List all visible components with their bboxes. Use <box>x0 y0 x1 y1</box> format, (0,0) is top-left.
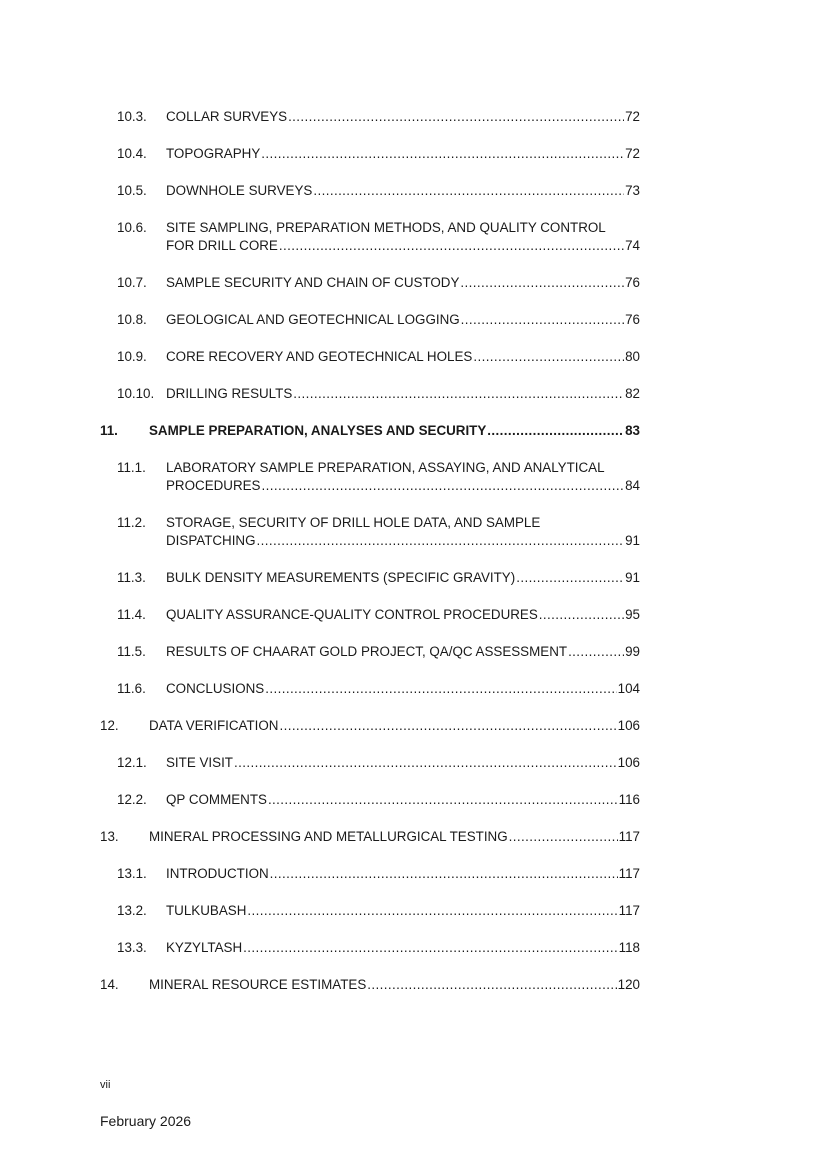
toc-entry-number: 10.9. <box>117 349 147 364</box>
toc-entry-page: 72 <box>625 109 640 124</box>
dot-leader <box>268 791 618 809</box>
dot-leader <box>367 976 616 994</box>
toc-entry-title: MINERAL PROCESSING AND METALLURGICAL TESTING <box>149 829 508 844</box>
toc-entry[interactable] <box>100 145 640 163</box>
toc-entry-page: 82 <box>625 386 640 401</box>
toc-entry[interactable] <box>100 791 640 809</box>
toc-entry-page: 83 <box>625 423 640 438</box>
dot-leader <box>261 145 624 163</box>
toc-entry-number: 13.1. <box>117 866 147 881</box>
toc-entry[interactable] <box>100 606 640 624</box>
toc-entry-number: 10.4. <box>117 146 147 161</box>
toc-entry-page: 117 <box>618 829 640 844</box>
toc-entry-title: CORE RECOVERY AND GEOTECHNICAL HOLES <box>166 349 473 364</box>
toc-entry-page: 117 <box>618 903 640 918</box>
dot-leader <box>262 477 625 495</box>
toc-entry-number: 10.7. <box>117 275 147 290</box>
toc-entry-page: 120 <box>617 977 640 992</box>
toc-entry[interactable] <box>100 939 640 957</box>
toc-entry[interactable] <box>100 182 640 200</box>
dot-leader <box>247 902 617 920</box>
toc-entry-title: QP COMMENTS <box>166 792 267 807</box>
toc-entry-number: 13.2. <box>117 903 147 918</box>
toc-entry-title: DISPATCHING <box>166 533 256 548</box>
toc-entry-number: 11.3. <box>117 570 146 585</box>
toc-entry[interactable] <box>100 680 640 698</box>
toc-entry-page: 106 <box>617 755 640 770</box>
toc-entry[interactable] <box>100 865 640 883</box>
toc-entry-page: 72 <box>625 146 640 161</box>
toc-entry-title: SAMPLE PREPARATION, ANALYSES AND SECURITY <box>149 423 487 438</box>
toc-entry[interactable] <box>100 311 640 329</box>
page-number: vii <box>100 1079 111 1091</box>
toc-entry[interactable] <box>100 385 640 403</box>
toc-entry-page: 99 <box>625 644 640 659</box>
toc-entry-title: TULKUBASH <box>166 903 247 918</box>
dot-leader <box>288 108 624 126</box>
toc-entry[interactable] <box>100 828 640 846</box>
dot-leader <box>279 717 616 735</box>
toc-entry[interactable] <box>100 643 640 661</box>
toc-entry[interactable] <box>100 459 640 495</box>
toc-entry-title: SITE VISIT <box>166 755 233 770</box>
toc-entry-title: GEOLOGICAL AND GEOTECHNICAL LOGGING <box>166 312 460 327</box>
toc-entry-title: QUALITY ASSURANCE-QUALITY CONTROL PROCEDURES <box>166 607 538 622</box>
dot-leader <box>279 237 624 255</box>
toc-entry-number: 12.2. <box>117 792 147 807</box>
toc-entry[interactable] <box>100 108 640 126</box>
toc-entry-number: 11.2. <box>117 515 146 530</box>
toc-entry-title: DOWNHOLE SURVEYS <box>166 183 313 198</box>
toc-entry[interactable] <box>100 754 640 772</box>
dot-leader <box>257 532 625 550</box>
dot-leader <box>539 606 624 624</box>
toc-entry-title: INTRODUCTION <box>166 866 269 881</box>
toc-entry-title: PROCEDURES <box>166 478 261 493</box>
dot-leader <box>461 311 624 329</box>
toc-entry-title: MINERAL RESOURCE ESTIMATES <box>149 977 367 992</box>
toc-entry[interactable] <box>100 717 640 735</box>
toc-entry-page: 74 <box>625 238 640 253</box>
toc-entry-page: 80 <box>625 349 640 364</box>
toc-entry-page: 104 <box>617 681 640 696</box>
toc-entry[interactable] <box>100 348 640 366</box>
footer-date: February 2026 <box>100 1113 192 1129</box>
toc-entry-number: 11.1. <box>117 460 146 475</box>
dot-leader <box>243 939 617 957</box>
toc-entry-page: 116 <box>618 792 640 807</box>
toc-entry-number: 10.10. <box>117 386 155 401</box>
toc-entry-number: 13.3. <box>117 940 147 955</box>
toc-entry-title: FOR DRILL CORE <box>166 238 278 253</box>
dot-leader <box>509 828 618 846</box>
toc-entry-title: DRILLING RESULTS <box>166 386 293 401</box>
toc-entry-number: 12.1. <box>117 755 147 770</box>
toc-entry-title: COLLAR SURVEYS <box>166 109 288 124</box>
toc-entry-page: 76 <box>625 312 640 327</box>
toc-entry-title: KYZYLTASH <box>166 940 243 955</box>
toc-entry-page: 95 <box>625 607 640 622</box>
toc-entry-number: 10.3. <box>117 109 147 124</box>
toc-entry-page: 117 <box>618 866 640 881</box>
toc-entry-page: 73 <box>625 183 640 198</box>
toc-entry-title: LABORATORY SAMPLE PREPARATION, ASSAYING, AND ANALYTICAL <box>166 460 605 475</box>
toc-entry-title: CONCLUSIONS <box>166 681 265 696</box>
toc-entry-number: 14. <box>100 977 119 992</box>
toc-entry-page: 84 <box>625 478 640 493</box>
toc-entry-title: SITE SAMPLING, PREPARATION METHODS, AND QUALITY CONTROL <box>166 220 606 235</box>
toc-entry[interactable] <box>100 422 640 440</box>
toc-entry-title: SAMPLE SECURITY AND CHAIN OF CUSTODY <box>166 275 460 290</box>
toc-entry[interactable] <box>100 219 640 255</box>
dot-leader <box>487 422 624 440</box>
toc-entry-number: 13. <box>100 829 119 844</box>
toc-entry-number: 10.6. <box>117 220 147 235</box>
toc-entry-title: DATA VERIFICATION <box>149 718 279 733</box>
toc-entry-number: 11.4. <box>117 607 146 622</box>
dot-leader <box>265 680 616 698</box>
toc-entry[interactable] <box>100 514 640 550</box>
toc-entry-title: BULK DENSITY MEASUREMENTS (SPECIFIC GRAVITY) <box>166 570 516 585</box>
toc-entry-page: 91 <box>625 533 640 548</box>
dot-leader <box>270 865 618 883</box>
dot-leader <box>568 643 624 661</box>
toc-entry-number: 11. <box>100 423 118 438</box>
toc-entry-number: 11.5. <box>117 644 146 659</box>
dot-leader <box>313 182 624 200</box>
dot-leader <box>473 348 624 366</box>
toc-entry-number: 10.5. <box>117 183 147 198</box>
toc-entry[interactable] <box>100 274 640 292</box>
table-of-contents <box>100 108 640 1013</box>
toc-entry-number: 12. <box>100 718 119 733</box>
toc-entry[interactable] <box>100 976 640 994</box>
toc-entry-number: 11.6. <box>117 681 146 696</box>
toc-entry-title: TOPOGRAPHY <box>166 146 261 161</box>
toc-entry-page: 118 <box>618 940 640 955</box>
dot-leader <box>516 569 624 587</box>
toc-entry[interactable] <box>100 902 640 920</box>
toc-entry-title: STORAGE, SECURITY OF DRILL HOLE DATA, AND SAMPLE <box>166 515 541 530</box>
toc-entry[interactable] <box>100 569 640 587</box>
toc-entry-page: 91 <box>625 570 640 585</box>
dot-leader <box>234 754 617 772</box>
dot-leader <box>293 385 624 403</box>
toc-entry-page: 106 <box>617 718 640 733</box>
toc-entry-number: 10.8. <box>117 312 147 327</box>
dot-leader <box>460 274 624 292</box>
toc-entry-page: 76 <box>625 275 640 290</box>
toc-entry-title: RESULTS OF CHAARAT GOLD PROJECT, QA/QC ASSESSMENT <box>166 644 568 659</box>
